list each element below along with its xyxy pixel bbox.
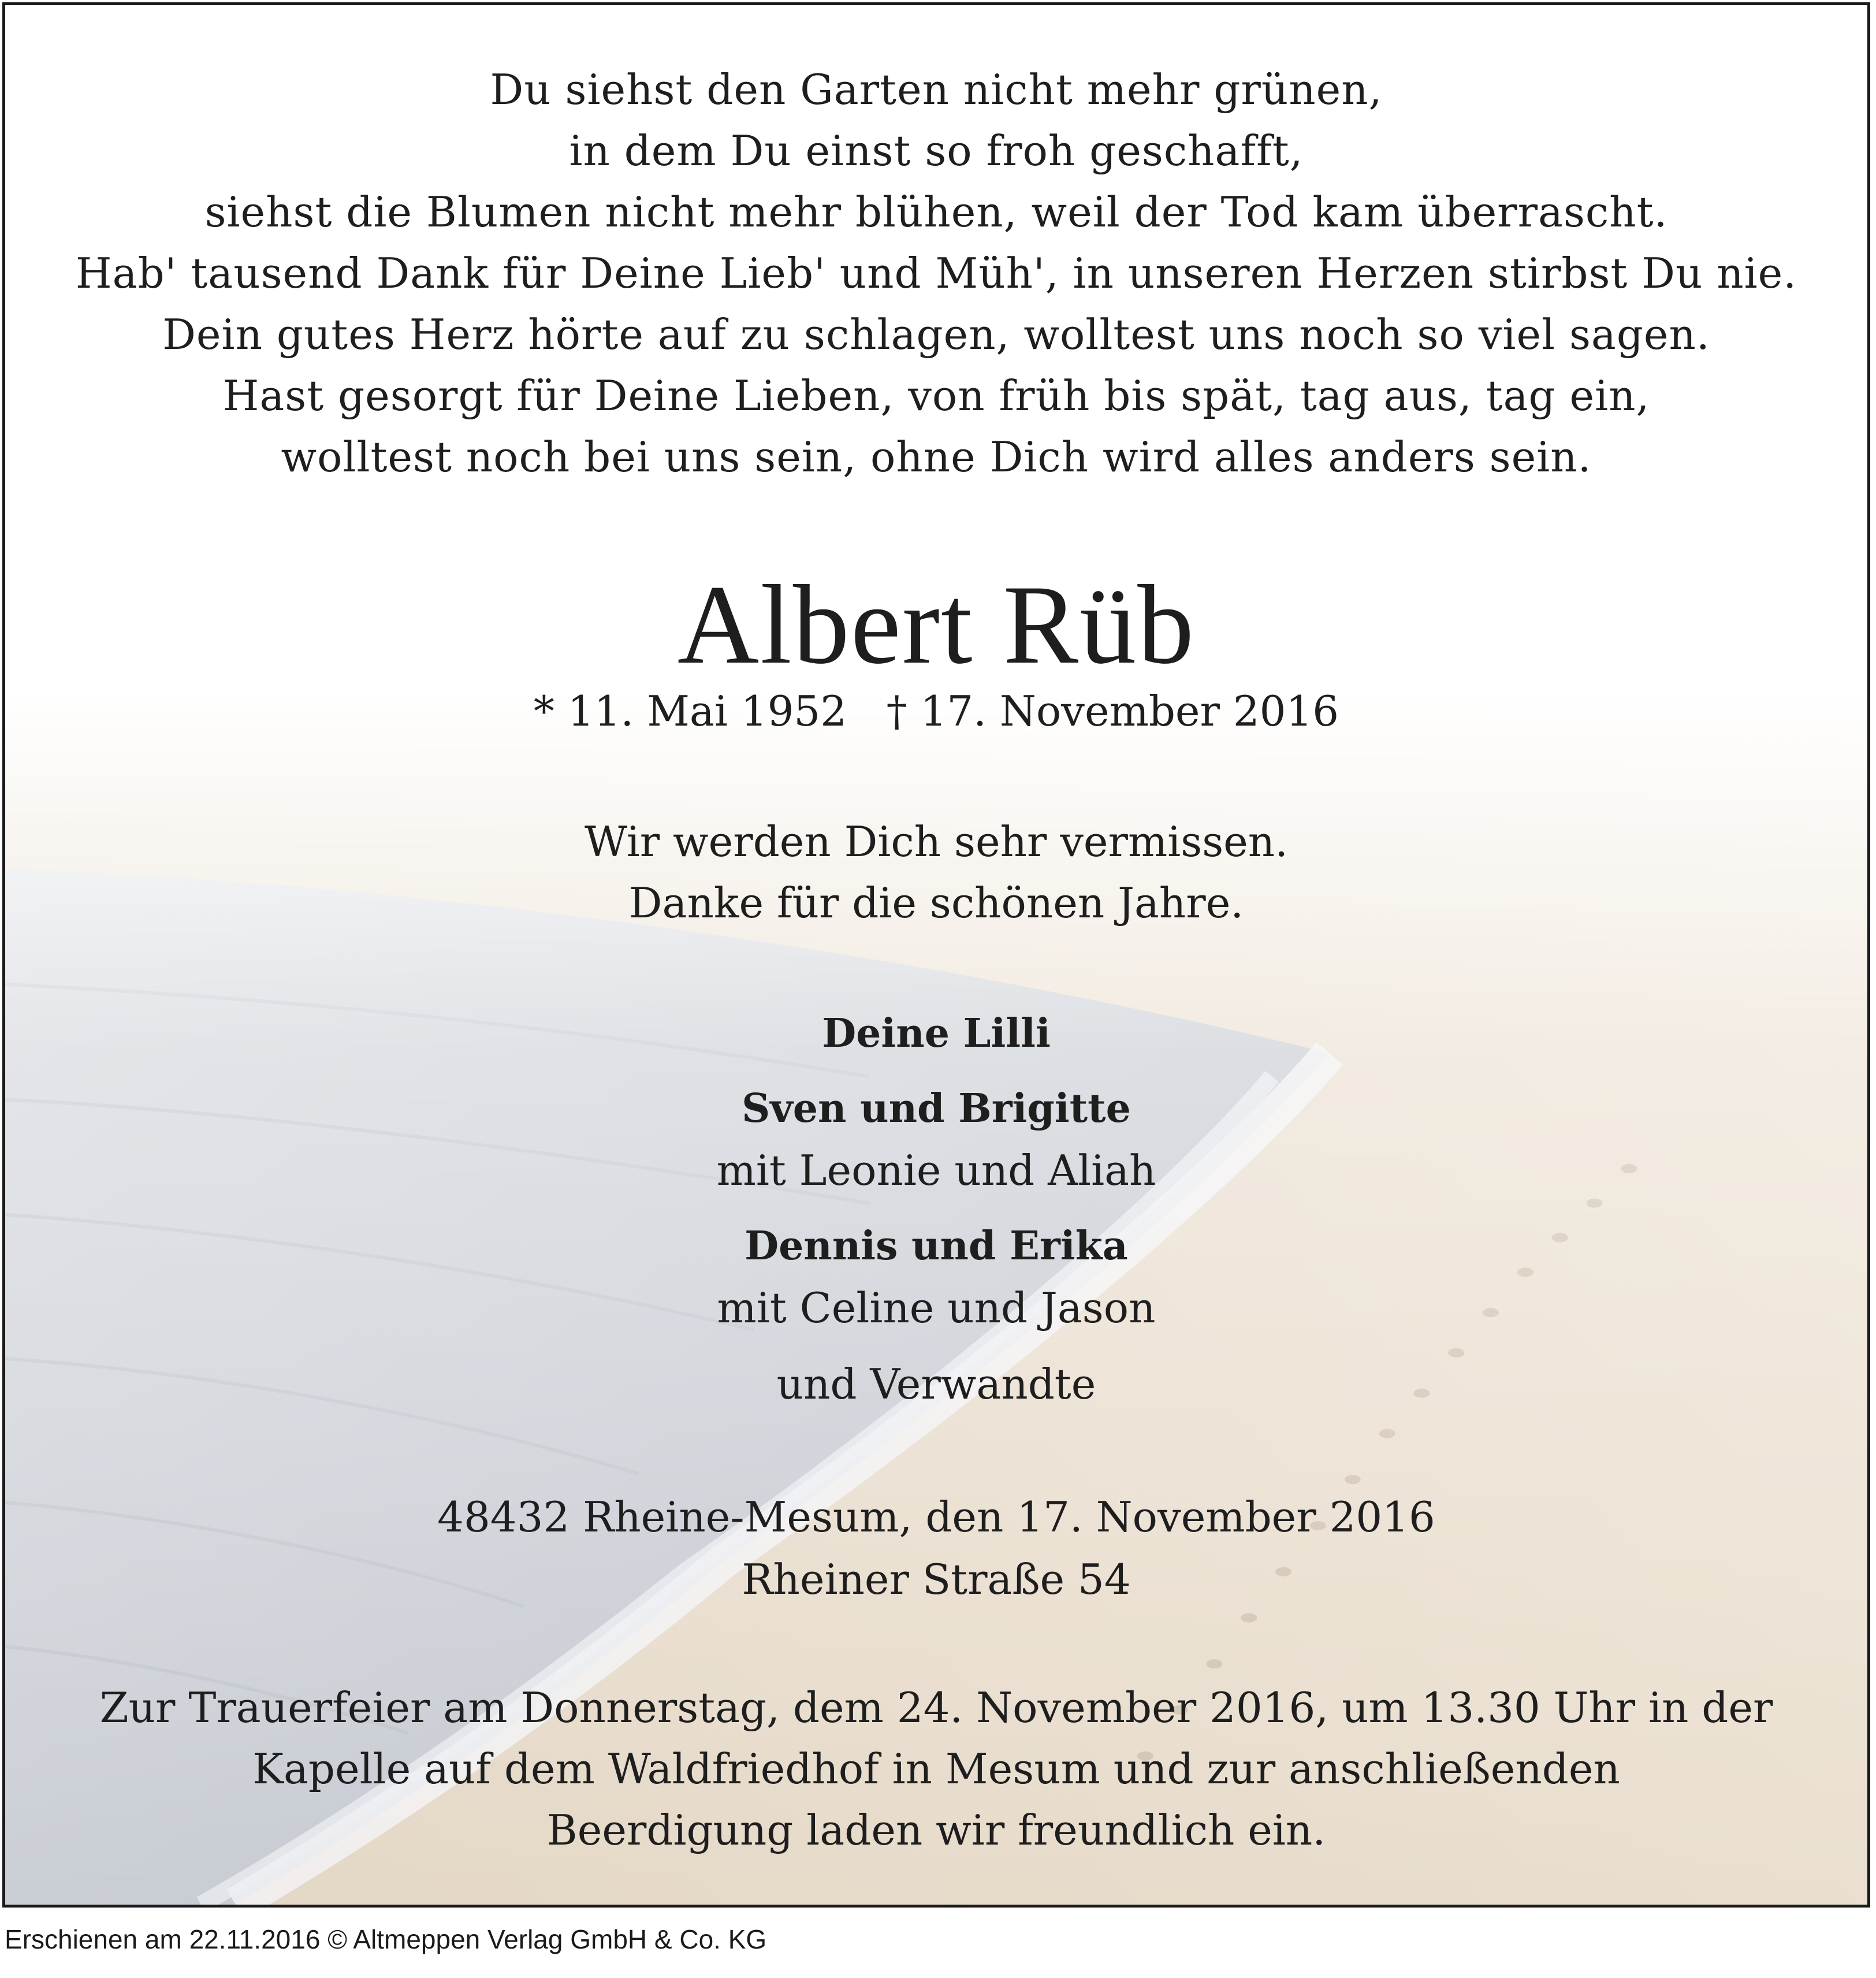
poem-line: Hab' tausend Dank für Deine Lieb' und Müh', in unseren Herzen stirbst Du nie. bbox=[75, 249, 1797, 298]
family-member: mit Celine und Jason bbox=[717, 1284, 1156, 1332]
address-street: Rheiner Straße 54 bbox=[742, 1555, 1131, 1604]
relatives: und Verwandte bbox=[776, 1360, 1096, 1408]
poem-line: in dem Du einst so froh geschafft, bbox=[569, 127, 1304, 175]
obituary-content bbox=[5, 5, 1867, 1905]
poem-line: Hast gesorgt für Deine Lieben, von früh bis spät, tag aus, tag ein, bbox=[222, 371, 1650, 420]
funeral-line: Beerdigung laden wir freundlich ein. bbox=[546, 1806, 1326, 1854]
family-member-bold: Deine Lilli bbox=[822, 1010, 1051, 1057]
funeral-line: Kapelle auf dem Waldfriedhof in Mesum und zur anschließenden bbox=[252, 1745, 1620, 1793]
message-line: Danke für die schönen Jahre. bbox=[628, 879, 1244, 927]
poem-line: Du siehst den Garten nicht mehr grünen, bbox=[490, 65, 1383, 114]
family-member: mit Leonie und Aliah bbox=[716, 1146, 1156, 1195]
poem-line: siehst die Blumen nicht mehr blühen, weil der Tod kam überrascht. bbox=[204, 188, 1668, 236]
message-line: Wir werden Dich sehr vermissen. bbox=[584, 817, 1289, 866]
family-member-bold: Sven und Brigitte bbox=[742, 1085, 1131, 1132]
funeral-line: Zur Trauerfeier am Donnerstag, dem 24. November 2016, um 13.30 Uhr in der bbox=[99, 1683, 1773, 1732]
publication-footer: Erschienen am 22.11.2016 © Altmeppen Verlag GmbH & Co. KG bbox=[5, 1924, 767, 1954]
life-dates: * 11. Mai 1952 † 17. November 2016 bbox=[533, 687, 1339, 735]
poem-line: wolltest noch bei uns sein, ohne Dich wird alles anders sein. bbox=[281, 433, 1592, 481]
deceased-name: Albert Rüb bbox=[677, 562, 1196, 687]
family-member-bold: Dennis und Erika bbox=[745, 1223, 1128, 1269]
obituary-frame bbox=[2, 2, 1870, 1908]
address-place-date: 48432 Rheine-Mesum, den 17. November 2016 bbox=[437, 1493, 1435, 1541]
poem-line: Dein gutes Herz hörte auf zu schlagen, wolltest uns noch so viel sagen. bbox=[162, 310, 1710, 359]
